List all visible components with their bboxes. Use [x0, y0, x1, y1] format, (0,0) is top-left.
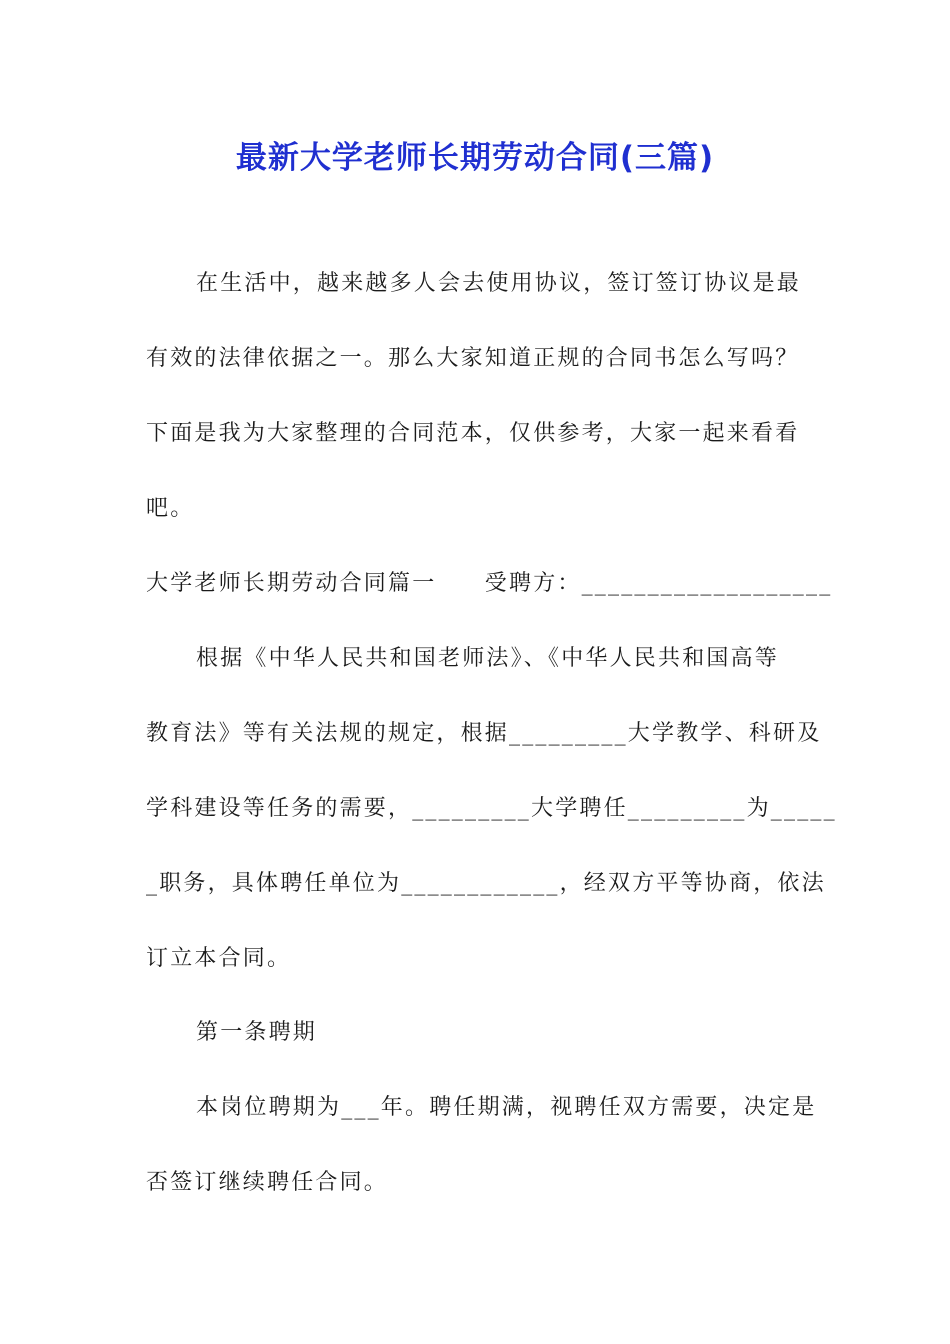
section-heading-line: 大学老师长期劳动合同篇一 受聘方：___________________: [146, 571, 833, 596]
paragraph-line: 教育法》等有关法规的规定，根据_________大学教学、科研及: [146, 721, 822, 746]
paragraph-line: 否签订继续聘任合同。: [146, 1170, 389, 1195]
paragraph-line: 学科建设等任务的需要，_________大学聘任_________为_____: [146, 796, 837, 821]
paragraph-line: 在生活中，越来越多人会去使用协议，签订签订协议是最: [196, 271, 802, 296]
document-title: 最新大学老师长期劳动合同(三篇): [235, 140, 715, 176]
paragraph-line: _职务，具体聘任单位为____________，经双方平等协商，依法: [146, 871, 826, 896]
paragraph-line: 有效的法律依据之一。那么大家知道正规的合同书怎么写吗？: [146, 346, 800, 371]
paragraph-line: 订立本合同。: [146, 946, 292, 971]
article-heading: 第一条聘期: [196, 1020, 318, 1045]
paragraph-line: 根据《中华人民共和国老师法》、《中华人民共和国高等: [196, 646, 780, 671]
paragraph-line: 下面是我为大家整理的合同范本，仅供参考，大家一起来看看: [146, 421, 800, 446]
paragraph-line: 本岗位聘期为___年。聘任期满，视聘任双方需要，决定是: [196, 1095, 817, 1120]
paragraph-line: 吧。: [146, 496, 195, 521]
